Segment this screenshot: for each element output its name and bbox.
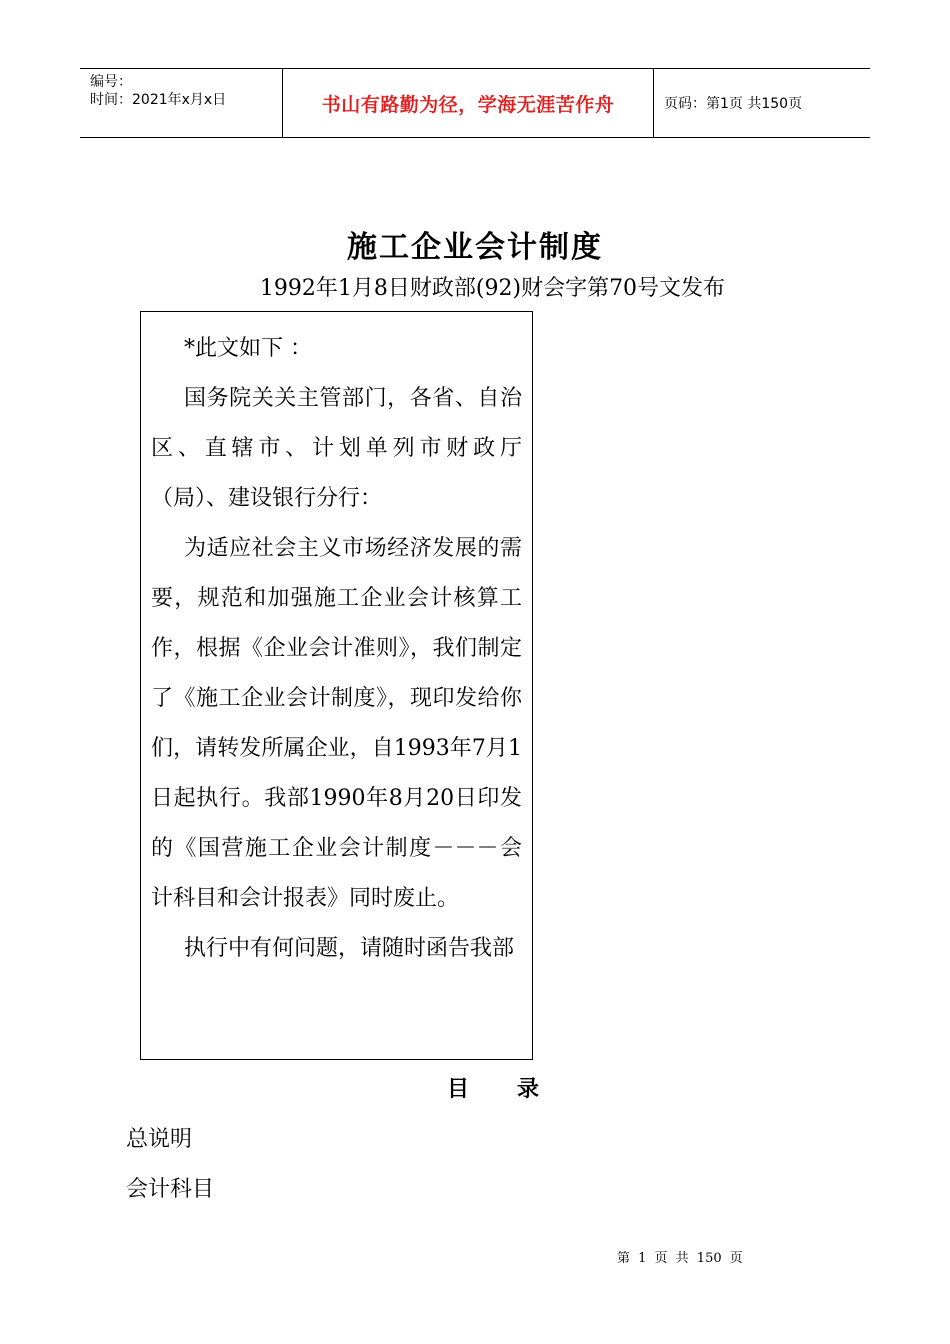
toc-heading-char-1: 目: [447, 1077, 470, 1102]
toc-item-accounts[interactable]: 会计科目: [126, 1177, 215, 1202]
document-number-label: 编号：: [90, 74, 132, 90]
letter-closing: 执行中有何问题，请随时函告我部: [184, 936, 515, 961]
page-footer: 第 1 页 共 150 页: [617, 1251, 743, 1266]
header-meta: [80, 69, 282, 137]
header-motto: 书山有路勤为径，学海无涯苦作舟: [321, 93, 615, 116]
document-title: 施工企业会计制度: [347, 230, 603, 265]
notice-letter-box: [140, 311, 533, 1060]
header-page-info: [654, 69, 870, 137]
letter-intro: *此文如下 ：: [184, 336, 312, 361]
letter-body: 为适应社会主义市场经济发展的需要，规范和加强施工企业会计核算工作，根据《企业会计准则》，我们制定了《施工企业会计制度》，现印发给你们，请转发所属企业，自1993年7月1日起执行。我部1990年8月20日印发的《国营施工企业会计制度－－－会计科目和会计报表》同时废止。: [151, 536, 522, 911]
document-subtitle: 1992年1月8日财政部(92)财会字第70号文发布: [259, 276, 726, 301]
header-motto-cell: [282, 69, 654, 137]
document-date: 时间：2021年x月x日: [90, 92, 227, 108]
letter-addressees: 国务院关关主管部门，各省、自治区、直辖市、计划单列市财政厅（局）、建设银行分行：: [151, 386, 522, 511]
page-info-text: 页码：第1页 共150页: [664, 96, 803, 112]
toc-heading: [447, 1072, 539, 1103]
header-table: [80, 68, 870, 138]
toc-heading-char-2: 录: [517, 1077, 540, 1102]
toc-item-general[interactable]: 总说明: [126, 1127, 193, 1152]
